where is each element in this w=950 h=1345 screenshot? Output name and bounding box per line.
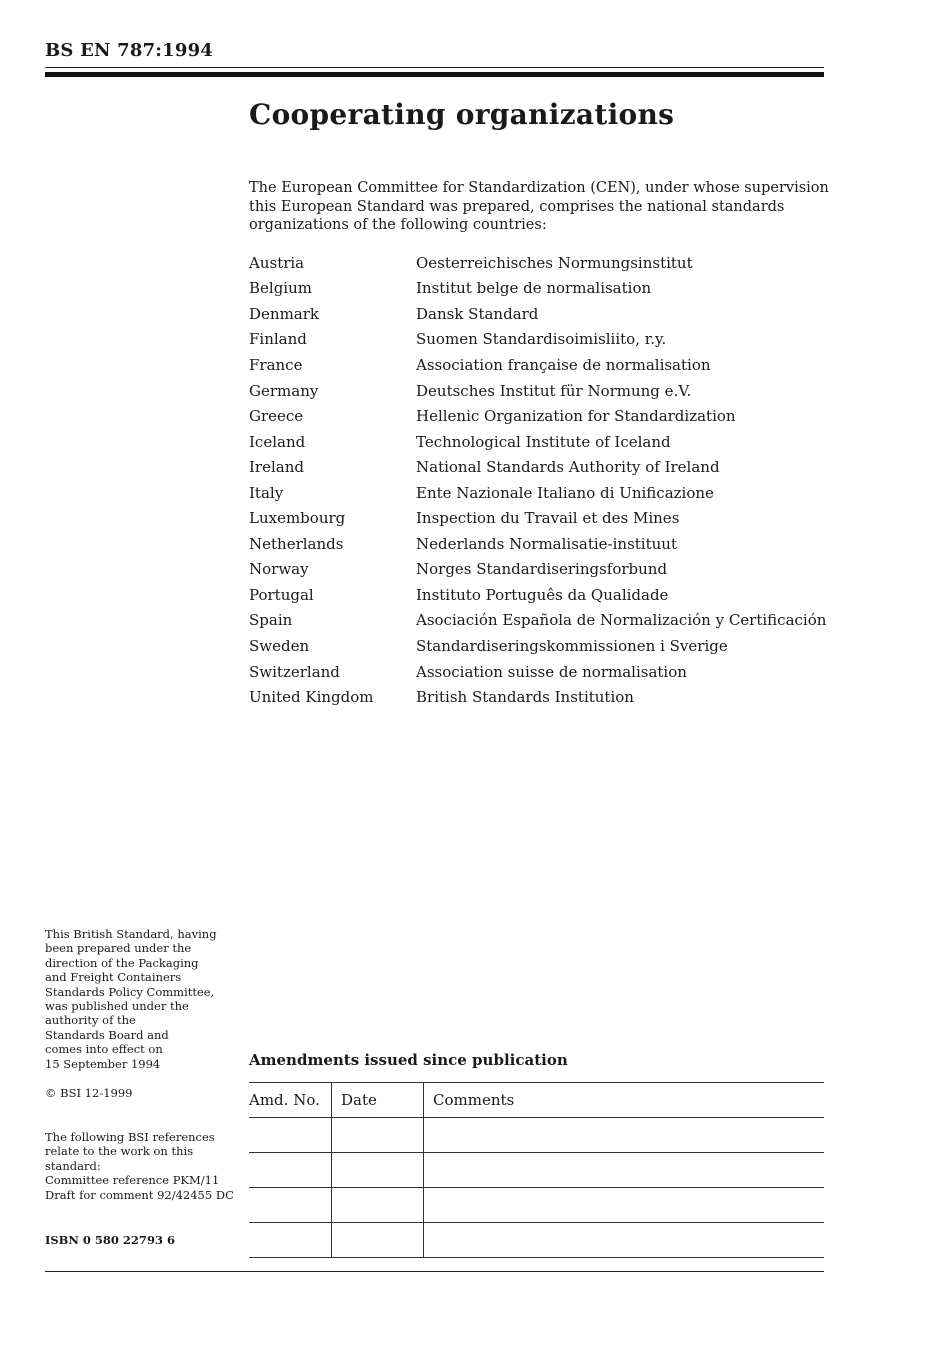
organization-row	[249, 276, 829, 302]
organization-name: Inspection du Travail et des Mines	[416, 509, 680, 528]
organization-row	[249, 480, 829, 506]
country-name: Austria	[249, 253, 305, 272]
organization-name: Suomen Standardisoimisliito, r.y.	[416, 330, 667, 349]
organization-name: Standardiseringskommissionen i Sverige	[416, 636, 728, 655]
country-name: United Kingdom	[249, 688, 374, 707]
note-line: and Freight Containers	[45, 970, 182, 985]
organization-row	[249, 301, 829, 327]
note-line: comes into effect on	[45, 1042, 163, 1057]
organizations-list	[249, 250, 829, 710]
amendments-table	[249, 1082, 824, 1258]
organization-name: Nederlands Normalisatie-instituut	[416, 534, 677, 553]
date-cell	[332, 1118, 424, 1153]
amd-no-cell	[249, 1153, 332, 1188]
organization-row	[249, 429, 829, 455]
isbn: ISBN 0 580 22793 6	[45, 1233, 175, 1247]
amd-no-cell	[249, 1118, 332, 1153]
country-name: Finland	[249, 330, 307, 349]
intro-paragraph: The European Committee for Standardization (CEN), under whose supervision this European Standard was prepared, comprises the national standards organizations of the following countries:	[249, 180, 829, 233]
country-name: Luxembourg	[249, 509, 346, 528]
organization-name: Asociación Española de Normalización y Certificación	[416, 611, 827, 630]
amendment-row	[249, 1118, 824, 1153]
country-name: France	[249, 355, 303, 374]
footer-rule	[45, 1271, 824, 1272]
note-line: direction of the Packaging	[45, 955, 199, 970]
organization-name: Instituto Português da Qualidade	[416, 585, 669, 604]
note-line: Draft for comment 92/42455 DC	[45, 1187, 234, 1202]
date-cell	[332, 1223, 424, 1258]
organization-name: Ente Nazionale Italiano di Unificazione	[416, 483, 714, 502]
amendment-row	[249, 1188, 824, 1223]
comments-cell	[424, 1223, 825, 1258]
organization-row	[249, 608, 829, 634]
note-line: relate to the work on this	[45, 1144, 194, 1159]
organization-name: British Standards Institution	[416, 688, 634, 707]
organization-name: Hellenic Organization for Standardization	[416, 407, 736, 426]
country-name: Greece	[249, 407, 304, 426]
organization-row	[249, 327, 829, 353]
country-name: Portugal	[249, 585, 314, 604]
amendments-header-row	[249, 1083, 824, 1118]
organization-name: Deutsches Institut für Normung e.V.	[416, 381, 692, 400]
comments-cell	[424, 1188, 825, 1223]
amendments-title: Amendments issued since publication	[249, 1051, 568, 1069]
country-name: Switzerland	[249, 662, 340, 681]
organization-row	[249, 582, 829, 608]
organization-name: Dansk Standard	[416, 304, 539, 323]
country-name: Italy	[249, 483, 284, 502]
organization-name: Oesterreichisches Normungsinstitut	[416, 253, 693, 272]
country-name: Norway	[249, 560, 309, 579]
header-rule-thick	[45, 72, 824, 77]
note-line: Standards Policy Committee,	[45, 984, 215, 999]
amendments-rows	[249, 1118, 824, 1258]
date-cell	[332, 1188, 424, 1223]
amendment-row	[249, 1223, 824, 1258]
organization-row	[249, 505, 829, 531]
organization-name: Institut belge de normalisation	[416, 279, 652, 298]
organization-row	[249, 659, 829, 685]
organization-name: Association suisse de normalisation	[416, 662, 687, 681]
organization-row	[249, 250, 829, 276]
country-name: Denmark	[249, 304, 319, 323]
country-name: Ireland	[249, 458, 304, 477]
note-line: was published under the	[45, 999, 189, 1014]
publication-note	[45, 927, 240, 1071]
organization-name: Norges Standardiseringsforbund	[416, 560, 668, 579]
country-name: Iceland	[249, 432, 306, 451]
organization-row	[249, 531, 829, 557]
amendment-row	[249, 1153, 824, 1188]
bsi-references	[45, 1130, 240, 1202]
note-line: This British Standard, having	[45, 927, 217, 941]
organization-row	[249, 454, 829, 480]
note-line: standard:	[45, 1158, 101, 1173]
note-line: authority of the	[45, 1013, 136, 1028]
organization-name: Association française de normalisation	[416, 355, 711, 374]
organization-row	[249, 633, 829, 659]
page-title: Cooperating organizations	[249, 98, 675, 131]
country-name: Belgium	[249, 279, 312, 298]
note-line: The following BSI references	[45, 1130, 215, 1144]
amd-no-cell	[249, 1188, 332, 1223]
copyright-notice: © BSI 12-1999	[45, 1086, 133, 1100]
header-rule-thin	[45, 67, 824, 68]
organization-name: Technological Institute of Iceland	[416, 432, 671, 451]
organizations-table	[249, 250, 829, 710]
column-header-date: Date	[332, 1083, 424, 1118]
country-name: Sweden	[249, 636, 310, 655]
note-line: Committee reference PKM/11	[45, 1173, 220, 1188]
organization-name: National Standards Authority of Ireland	[416, 458, 720, 477]
comments-cell	[424, 1153, 825, 1188]
amd-no-cell	[249, 1223, 332, 1258]
document-code: BS EN 787:1994	[45, 40, 214, 61]
country-name: Germany	[249, 381, 319, 400]
column-header-comments: Comments	[424, 1083, 825, 1118]
organization-row	[249, 684, 829, 710]
comments-cell	[424, 1118, 825, 1153]
organization-row	[249, 378, 829, 404]
column-header-amd-no: Amd. No.	[249, 1083, 332, 1118]
organization-row	[249, 352, 829, 378]
note-line: Standards Board and	[45, 1027, 169, 1042]
organization-row	[249, 403, 829, 429]
note-line: 15 September 1994	[45, 1056, 161, 1071]
country-name: Netherlands	[249, 534, 344, 553]
country-name: Spain	[249, 611, 293, 630]
note-line: been prepared under the	[45, 941, 192, 956]
organization-row	[249, 557, 829, 583]
date-cell	[332, 1153, 424, 1188]
